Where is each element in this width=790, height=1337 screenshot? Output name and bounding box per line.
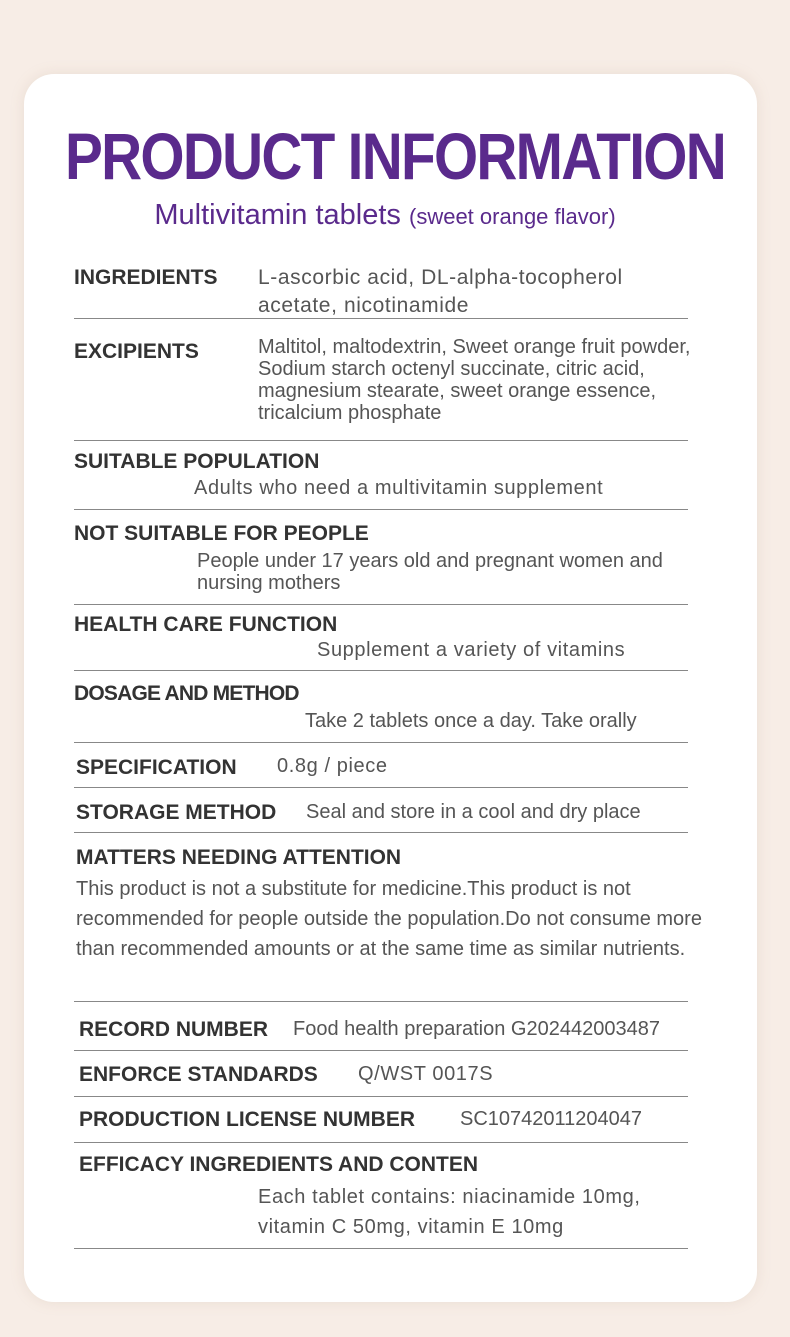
suitable-population-label: SUITABLE POPULATION — [74, 450, 320, 473]
storage-value: Seal and store in a cool and dry place — [306, 801, 641, 823]
specification-value: 0.8g / piece — [277, 755, 388, 777]
license-value: SC10742011204047 — [460, 1108, 643, 1130]
divider — [74, 1001, 688, 1002]
storage-label: STORAGE METHOD — [76, 801, 277, 824]
product-name: Multivitamin tablets — [154, 199, 401, 231]
license-label: PRODUCTION LICENSE NUMBER — [79, 1108, 416, 1131]
not-suitable-value: People under 17 years old and pregnant women and nursing mothers — [197, 550, 663, 594]
divider — [74, 604, 688, 605]
standards-value: Q/WST 0017S — [358, 1063, 494, 1085]
record-number-value: Food health preparation G202442003487 — [293, 1018, 660, 1040]
specification-label: SPECIFICATION — [76, 756, 237, 779]
dosage-value: Take 2 tablets once a day. Take orally — [305, 710, 637, 732]
divider — [74, 1050, 688, 1051]
suitable-population-value: Adults who need a multivitamin supplement — [194, 477, 604, 499]
divider — [74, 787, 688, 788]
attention-label: MATTERS NEEDING ATTENTION — [76, 846, 402, 869]
excipients-label: EXCIPIENTS — [74, 340, 199, 363]
health-function-value: Supplement a variety of vitamins — [317, 639, 626, 661]
product-subtitle — [0, 199, 770, 232]
health-function-label: HEALTH CARE FUNCTION — [74, 613, 338, 636]
divider — [74, 318, 688, 319]
divider — [74, 742, 688, 743]
ingredients-value: L-ascorbic acid, DL-alpha-tocopherol acetate, nicotinamide — [258, 266, 623, 317]
divider — [74, 670, 688, 671]
excipients-value: Maltitol, maltodextrin, Sweet orange fruit powder, Sodium starch octenyl succinate, citric acid, magnesium stearate, sweet orange essence, tricalcium phosphate — [258, 336, 691, 424]
record-number-label: RECORD NUMBER — [79, 1018, 268, 1041]
efficacy-label: EFFICACY INGREDIENTS AND CONTEN — [79, 1153, 479, 1176]
page-title: PRODUCT INFORMATION — [65, 119, 725, 193]
divider — [74, 440, 688, 441]
ingredients-label: INGREDIENTS — [74, 266, 218, 289]
divider — [74, 832, 688, 833]
divider — [74, 509, 688, 510]
standards-label: ENFORCE STANDARDS — [79, 1063, 318, 1086]
attention-text: This product is not a substitute for medicine.This product is not recommended for people outside the population.Do not consume more than recommended amounts or at the same time as similar nutrients. — [76, 878, 702, 960]
divider — [74, 1096, 688, 1097]
divider — [74, 1248, 688, 1249]
divider — [74, 1142, 688, 1143]
not-suitable-label: NOT SUITABLE FOR PEOPLE — [74, 522, 369, 545]
flavor-note: (sweet orange flavor) — [409, 204, 616, 229]
efficacy-value: Each tablet contains: niacinamide 10mg, vitamin C 50mg, vitamin E 10mg — [258, 1186, 641, 1238]
dosage-label: DOSAGE AND METHOD — [74, 682, 299, 705]
